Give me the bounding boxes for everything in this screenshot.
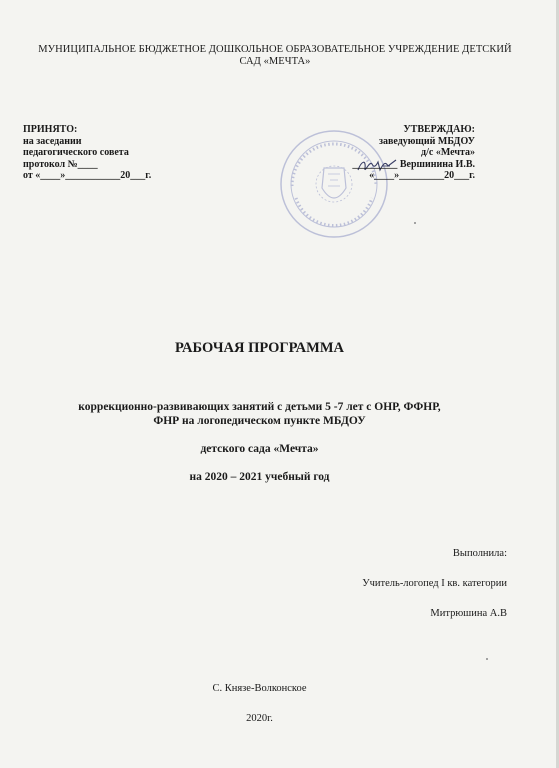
author-block <box>247 548 507 638</box>
accepted-block <box>23 124 223 182</box>
approved-date: «____»_________20___г. <box>369 170 475 181</box>
academic-year: на 2020 – 2021 учебный год <box>189 471 330 483</box>
accepted-title: ПРИНЯТО: <box>23 124 78 135</box>
kindergarten-name: детского сада «Мечта» <box>200 443 319 455</box>
author-label: Выполнила: <box>452 548 507 559</box>
paper-speck <box>414 222 416 224</box>
header-line-1: МУНИЦИПАЛЬНОЕ БЮДЖЕТНОЕ ДОШКОЛЬНОЕ ОБРАЗОВАТЕЛЬНОЕ УЧРЕЖДЕНИЕ ДЕТСКИЙ <box>38 44 512 55</box>
accepted-date: от «____»___________20___г. <box>23 170 152 181</box>
accepted-line-1: на заседании <box>23 135 82 147</box>
author-position: Учитель-логопед I кв. категории <box>362 578 507 589</box>
institution-header <box>20 44 530 68</box>
program-description <box>0 400 519 428</box>
author-name: Митрюшина А.В <box>430 608 507 619</box>
paper-speck <box>486 658 488 660</box>
document-year: 2020г. <box>246 713 273 724</box>
accepted-protocol: протокол №____ <box>23 158 98 170</box>
description-line-2: ФНР на логопедическом пункте МБДОУ <box>153 415 366 427</box>
approved-line-1: заведующий МБДОУ <box>379 135 475 147</box>
header-line-2: САД «МЕЧТА» <box>239 56 311 67</box>
accepted-line-2: педагогического совета <box>23 147 129 158</box>
approved-title: УТВЕРЖДАЮ: <box>403 124 475 135</box>
city-name: С. Князе-Волконское <box>212 683 307 694</box>
description-line-1: коррекционно-развивающих занятий с детьми 5 -7 лет с ОНР, ФФНР, <box>78 401 441 413</box>
approved-block <box>245 124 475 182</box>
approved-line-2: д/с «Мечта» <box>421 147 475 158</box>
document-title: РАБОЧАЯ ПРОГРАММА <box>175 340 344 356</box>
approved-signatory: _________ Вершинина И.В. <box>352 158 475 170</box>
